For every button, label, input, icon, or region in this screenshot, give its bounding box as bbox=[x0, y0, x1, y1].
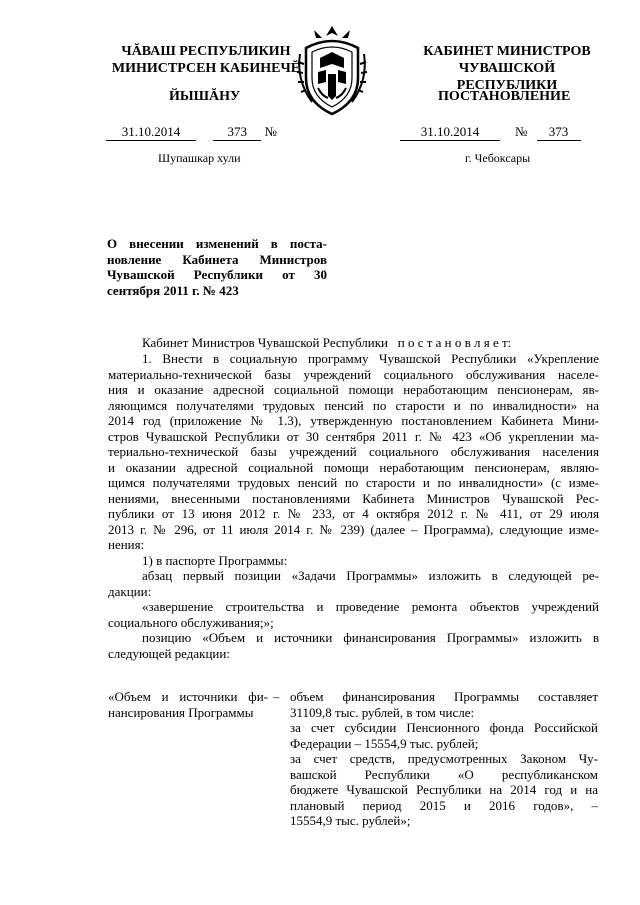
subject-line: О внесении изменений в поста- bbox=[107, 236, 327, 251]
table-right-line: плановый период 2015 и 2016 годов», – bbox=[290, 797, 598, 813]
table-right-line: 15554,9 тыс. рублей»; bbox=[290, 813, 411, 828]
table-right-cell bbox=[290, 689, 598, 829]
body-line: 2014 год (приложение № 1.3), утвержденную постановлением Кабинета Мини- bbox=[108, 413, 599, 428]
table-right-line: за счет средств, предусмотренных Законом Чу- bbox=[290, 751, 598, 766]
body-line: следующей редакции: bbox=[108, 645, 230, 661]
right-city: г. Чебоксары bbox=[465, 151, 531, 165]
heading-line: МИНИСТРСЕН КАБИНЕЧĔ bbox=[111, 61, 301, 76]
subject-line: новление Кабинета Министров bbox=[107, 251, 327, 267]
body-line: щимся получателями трудовых пенсий по старости и по инвалидности» (с изме- bbox=[108, 475, 599, 490]
preamble-line bbox=[108, 335, 599, 351]
table-right-line: бюджете Чувашской Республики на 2014 год и на bbox=[290, 782, 598, 797]
document-subject bbox=[107, 236, 327, 298]
right-number: 373 bbox=[537, 124, 581, 141]
table-left-cell bbox=[108, 689, 268, 720]
table-dash: – bbox=[273, 689, 280, 704]
body-line: нениями, внесенными постановлениями Кабинета Министров Чувашской Рес- bbox=[108, 490, 599, 506]
body-line: публики от 13 июня 2012 г. № 233, от 4 октября 2012 г. № 411, от 29 июля bbox=[108, 506, 599, 521]
body-line: социального обслуживания;»; bbox=[108, 614, 274, 630]
table-left-line: нансирования Программы bbox=[108, 704, 254, 720]
right-date: 31.10.2014 bbox=[400, 124, 500, 141]
right-number-sign: № bbox=[515, 124, 528, 139]
left-date: 31.10.2014 bbox=[106, 124, 196, 141]
body-line: и оказании адресной социальной помощи неработающим пенсионерам, являю- bbox=[108, 459, 599, 475]
body-line: ния и оказание адресной социальной помощи неработающим пенсионерам, яв- bbox=[108, 382, 599, 397]
left-number: 373 bbox=[213, 124, 261, 141]
chuvash-emblem-icon bbox=[292, 20, 372, 120]
body-line: териально-технической базы учреждений социального обслуживания населения bbox=[108, 444, 599, 459]
heading-line: КАБИНЕТ МИНИСТРОВ bbox=[423, 44, 591, 59]
right-number-line bbox=[400, 124, 581, 141]
table-right-line: Федерации – 15554,9 тыс. рублей; bbox=[290, 735, 479, 751]
body-line: нения: bbox=[108, 537, 145, 552]
table-right-line: вашской Республики «О республиканском bbox=[290, 766, 598, 782]
body-line: материально-технической базы учреждений социального обслуживания населе- bbox=[108, 366, 599, 382]
body-text bbox=[108, 351, 599, 661]
table-right-line: за счет субсидии Пенсионного фонда Российской bbox=[290, 720, 598, 735]
table-right-line: 31109,8 тыс. рублей, в том числе: bbox=[290, 704, 475, 720]
preamble bbox=[108, 335, 599, 351]
left-doc-type: ЙЫШĂНУ bbox=[169, 89, 241, 104]
body-line: 2013 г. № 296, от 11 июля 2014 г. № 239) (далее – Программа), следующие изме- bbox=[108, 521, 599, 537]
body-line: стров Чувашской Республики от 30 сентября 2011 г. № 423 «Об укреплении ма- bbox=[108, 428, 599, 444]
body-line: дакции: bbox=[108, 583, 152, 599]
subject-line: Чувашской Республики от 30 bbox=[107, 267, 327, 282]
body-line: ляющимся получателями трудовых пенсий по старости и по инвалидности» на bbox=[108, 397, 599, 413]
body-line: «завершение строительства и проведение ремонта объектов учреждений bbox=[142, 599, 599, 614]
body-line: 1. Внести в социальную программу Чувашской Республики «Укрепление bbox=[142, 351, 599, 366]
left-number-line bbox=[106, 124, 277, 141]
preamble-text: Кабинет Министров Чувашской Республики bbox=[142, 335, 388, 350]
table-left-line: «Объем и источники фи- bbox=[108, 689, 268, 704]
right-doc-type: ПОСТАНОВЛЕНИЕ bbox=[438, 89, 571, 104]
table-right-line: объем финансирования Программы составляет bbox=[290, 689, 598, 704]
russian-ministry-heading bbox=[416, 43, 598, 94]
left-city: Шупашкар хули bbox=[158, 151, 241, 165]
subject-line: сентября 2011 г. № 423 bbox=[107, 282, 239, 298]
heading-line: ЧУВАШСКОЙ РЕСПУБЛИКИ bbox=[456, 61, 558, 93]
body-line: абзац первый позиции «Задачи Программы» изложить в следующей ре- bbox=[142, 568, 599, 583]
preamble-verb: п о с т а н о в л я е т: bbox=[397, 335, 512, 350]
chuvash-ministry-heading bbox=[96, 43, 316, 77]
body-line: 1) в паспорте Программы: bbox=[142, 552, 288, 568]
body-line: позицию «Объем и источники финансирования Программы» изложить в bbox=[142, 630, 599, 645]
left-number-sign: № bbox=[264, 124, 277, 139]
heading-line: ЧĂВАШ РЕСПУБЛИКИН bbox=[121, 44, 291, 59]
